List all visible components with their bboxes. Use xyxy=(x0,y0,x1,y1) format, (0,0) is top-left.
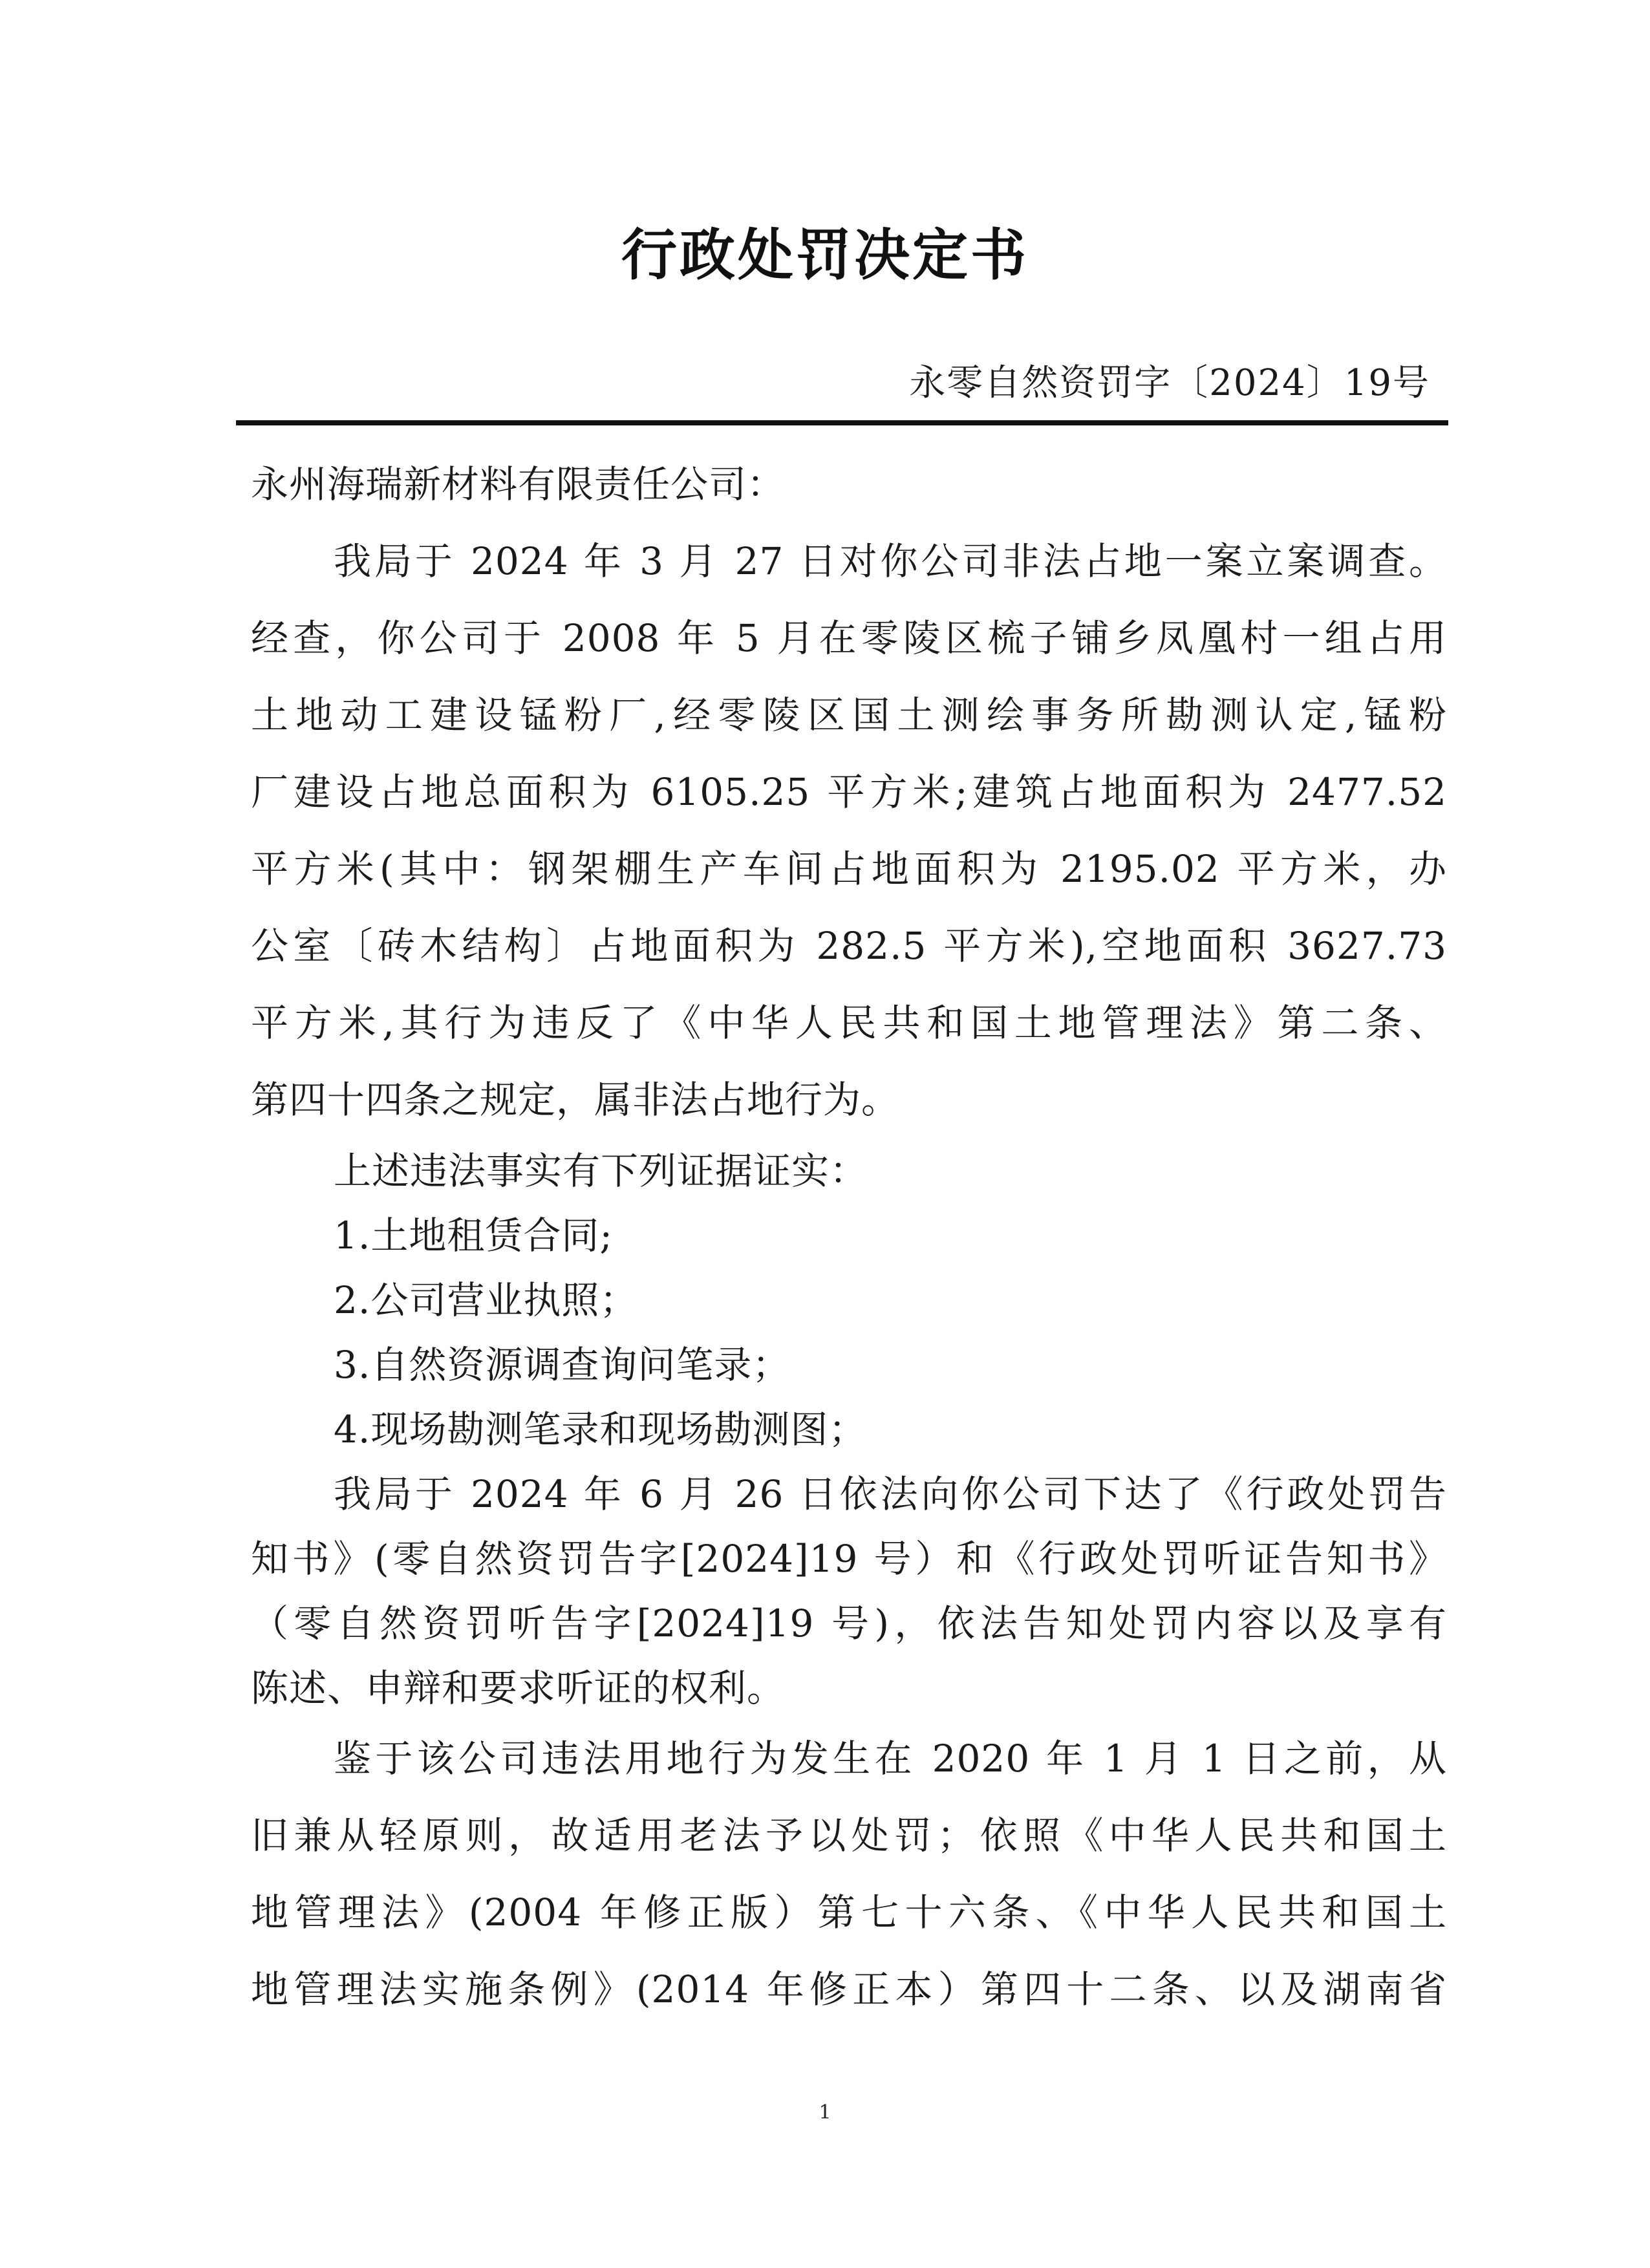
evidence-item-3: 3.自然资源调查询问笔录； xyxy=(334,1343,791,1387)
paragraph-1-line-1: 我局于 2024 年 3 月 27 日对你公司非法占地一案立案调查。 xyxy=(334,539,1447,583)
paragraph-3-line-4: 地管理法实施条例》(2014 年修正本）第四十二条、以及湖南省 xyxy=(251,1967,1447,2011)
paragraph-1-line-4: 厂建设占地总面积为 6105.25 平方米;建筑占地面积为 2477.52 xyxy=(251,770,1447,814)
paragraph-3-line-2: 旧兼从轻原则，故适用老法予以处罚；依照《中华人民共和国土 xyxy=(251,1813,1447,1857)
paragraph-1-line-7: 平方米,其行为违反了《中华人民共和国土地管理法》第二条、 xyxy=(251,1001,1447,1045)
paragraph-2-line-1: 我局于 2024 年 6 月 26 日依法向你公司下达了《行政处罚告 xyxy=(334,1472,1447,1516)
document-body xyxy=(251,446,1447,2028)
paragraph-3-line-1: 鉴于该公司违法用地行为发生在 2020 年 1 月 1 日之前，从 xyxy=(334,1737,1447,1781)
document-title: 行政处罚决定书 xyxy=(621,223,1029,288)
header-divider xyxy=(236,420,1448,425)
evidence-intro: 上述违法事实有下列证据证实： xyxy=(334,1149,868,1193)
paragraph-3-line-3: 地管理法》(2004 年修正版）第七十六条、《中华人民共和国土 xyxy=(251,1890,1447,1934)
evidence-item-2: 2.公司营业执照； xyxy=(334,1278,638,1322)
recipient-line: 永州海瑞新材料有限责任公司： xyxy=(251,462,786,506)
paragraph-2-line-4: 陈述、申辩和要求听证的权利。 xyxy=(251,1666,786,1710)
evidence-item-1: 1.土地租赁合同; xyxy=(334,1214,613,1257)
paragraph-1-line-2: 经查，你公司于 2008 年 5 月在零陵区梳子铺乡凤凰村一组占用 xyxy=(251,616,1447,660)
paragraph-1-line-8: 第四十四条之规定，属非法占地行为。 xyxy=(251,1078,900,1122)
paragraph-1-line-3: 土地动工建设锰粉厂,经零陵区国土测绘事务所勘测认定,锰粉 xyxy=(251,693,1447,737)
paragraph-1-line-6: 公室〔砖木结构〕占地面积为 282.5 平方米),空地面积 3627.73 xyxy=(251,924,1447,968)
evidence-item-4: 4.现场勘测笔录和现场勘测图； xyxy=(334,1407,867,1451)
page-number: 1 xyxy=(819,2101,831,2124)
document-number: 永零自然资罚字〔2024〕19号 xyxy=(909,362,1430,404)
paragraph-2-line-3: （零自然资罚听告字[2024]19 号)，依法告知处罚内容以及享有 xyxy=(251,1601,1447,1645)
paragraph-2-line-2: 知书》(零自然资罚告字[2024]19 号）和《行政处罚听证告知书》 xyxy=(251,1537,1447,1581)
paragraph-1-line-5: 平方米(其中：钢架棚生产车间占地面积为 2195.02 平方米，办 xyxy=(251,847,1447,891)
